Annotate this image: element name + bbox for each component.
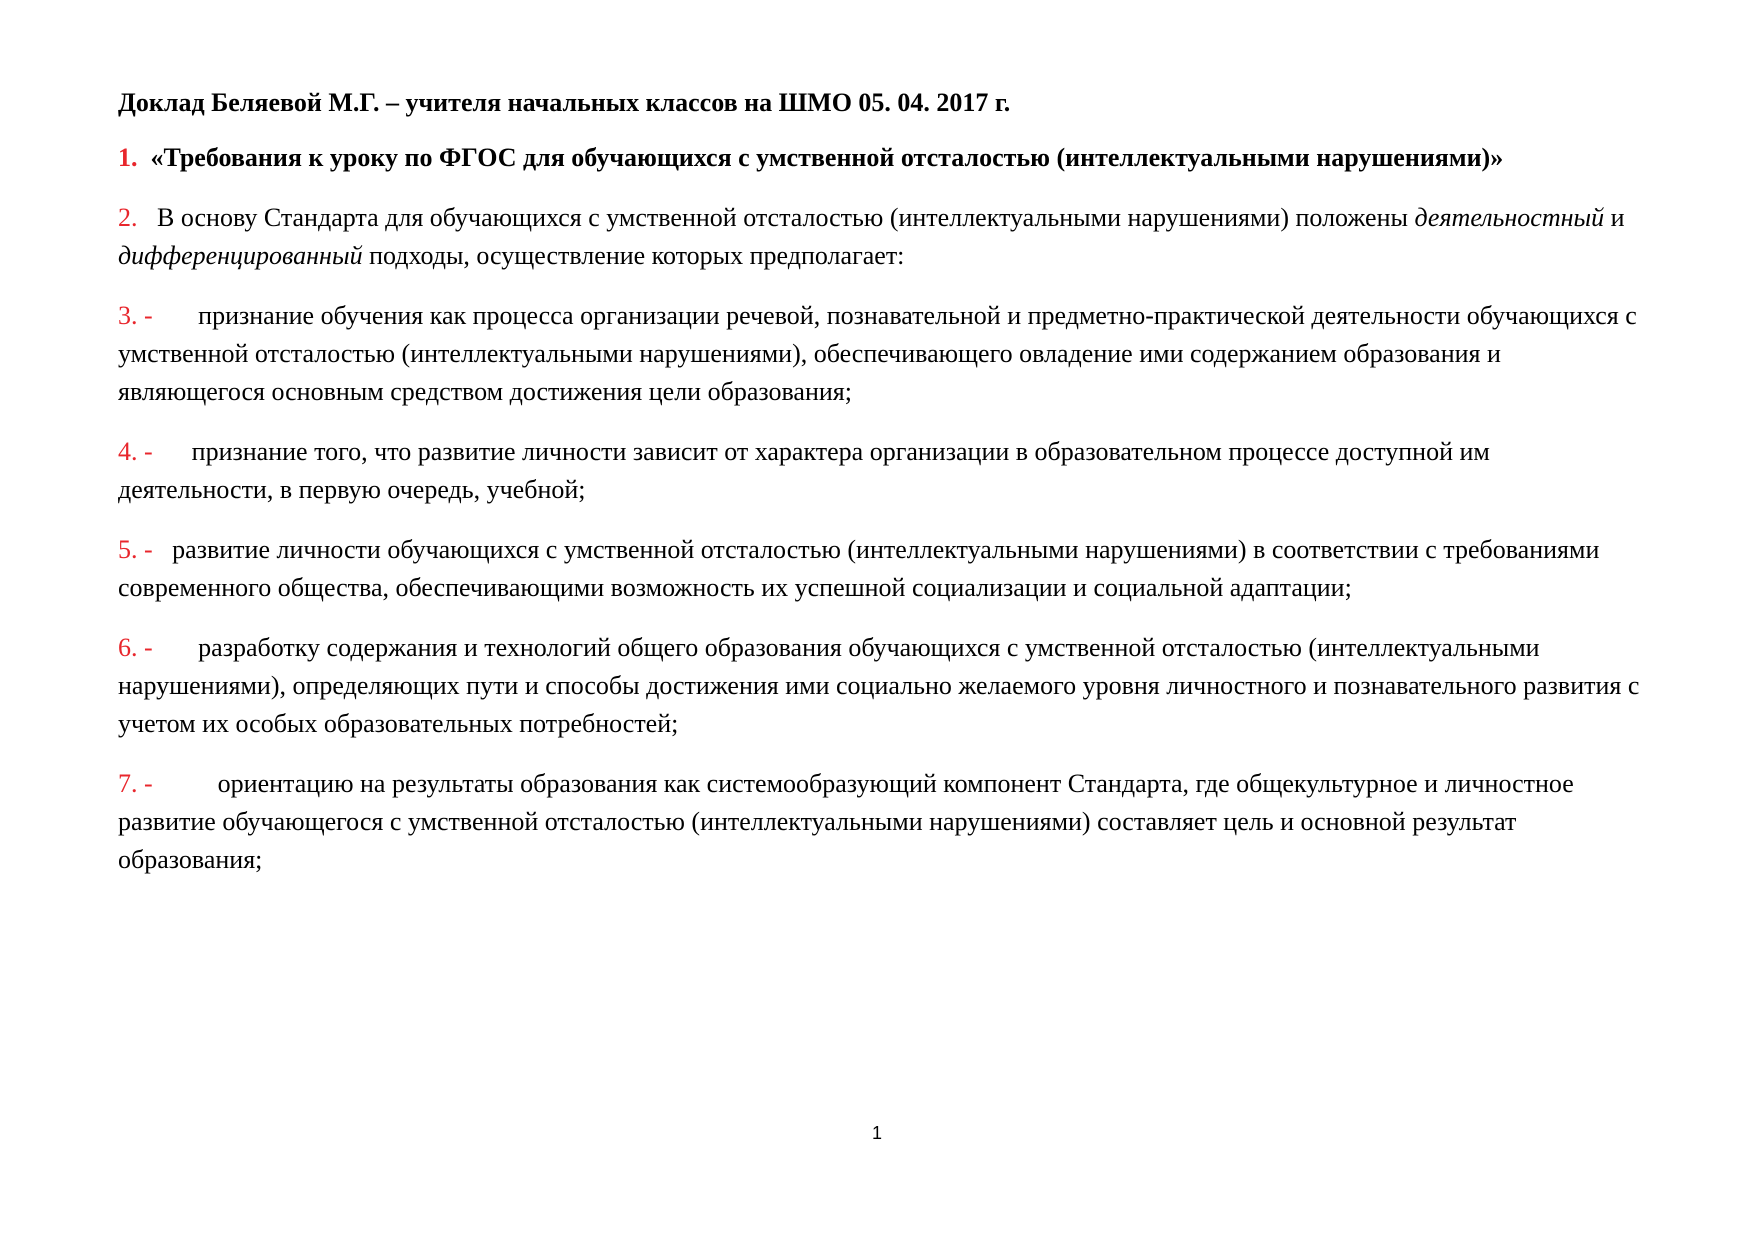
item-number: 7. - (118, 769, 153, 798)
item-number: 3. - (118, 301, 153, 330)
item-text: «Требования к уроку по ФГОС для обучающихся с умственной отсталостью (интеллектуальными нарушениями)» (150, 143, 1504, 172)
item-2 (118, 199, 1640, 275)
item-3 (118, 297, 1640, 411)
item-text: признание обучения как процесса организации речевой, познавательной и предметно-практической деятельности обучающихся с умственной отсталостью (интеллектуальными нарушениями), обеспечивающего овладение ими содержанием образования и являющегося основным средством достижения цели образования; (118, 301, 1637, 406)
item-1 (118, 139, 1640, 177)
italic-term-activity: деятельностный (1414, 203, 1605, 232)
item-text-lead: В основу Стандарта для обучающихся с умственной отсталостью (интеллектуальными нарушениями) положены (157, 203, 1415, 232)
item-text-tail: подходы, осуществление которых предполагает: (362, 241, 905, 270)
item-number: 4. - (118, 437, 153, 466)
item-5 (118, 531, 1640, 607)
item-number: 6. - (118, 633, 153, 662)
item-number: 5. - (118, 535, 153, 564)
item-7 (118, 765, 1640, 879)
item-number: 1. (118, 143, 138, 172)
report-title: Доклад Беляевой М.Г. – учителя начальных классов на ШМО 05. 04. 2017 г. (118, 88, 1011, 117)
item-4 (118, 433, 1640, 509)
italic-term-differentiated: дифференцированный (118, 241, 363, 270)
document-body (118, 84, 1640, 901)
item-text: развитие личности обучающихся с умственной отсталостью (интеллектуальными нарушениями) в соответствии с требованиями современного общества, обеспечивающими возможность их успешной социализации и социальной адаптации; (118, 535, 1600, 602)
item-6 (118, 629, 1640, 743)
item-text: признание того, что развитие личности зависит от характера организации в образовательном процессе доступной им деятельности, в первую очередь, учебной; (118, 437, 1490, 504)
item-text: разработку содержания и технологий общего образования обучающихся с умственной отсталостью (интеллектуальными нарушениями), определяющих пути и способы достижения ими социально желаемого уровня личностного и познавательного развития с учетом их особых образовательных потребностей; (118, 633, 1640, 738)
item-text-mid: и (1604, 203, 1625, 232)
item-text: ориентацию на результаты образования как системообразующий компонент Стандарта, где общекультурное и личностное развитие обучающегося с умственной отсталостью (интеллектуальными нарушениями) составляет цель и основной результат образования; (118, 769, 1574, 874)
item-number: 2. (118, 203, 138, 232)
page-number: 1 (871, 1123, 882, 1143)
